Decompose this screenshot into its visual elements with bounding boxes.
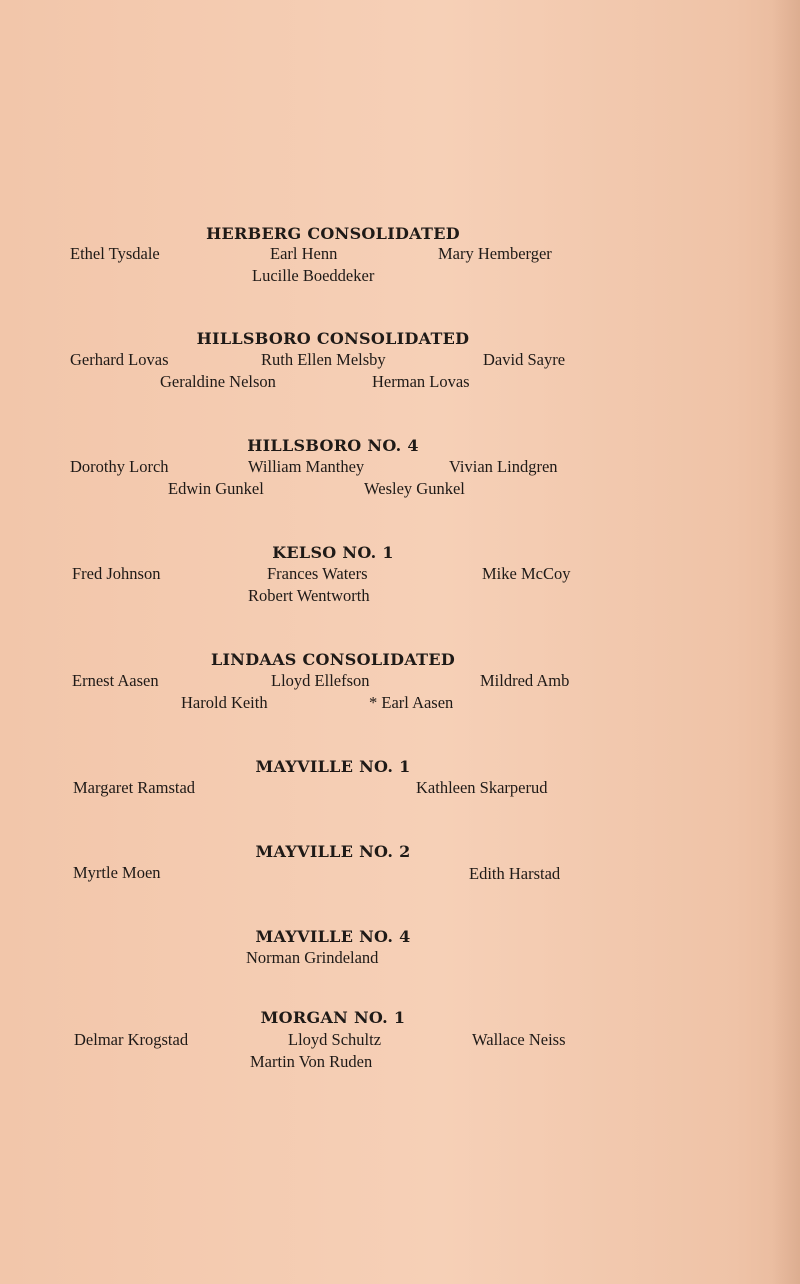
school-heading: MAYVILLE NO. 2 — [255, 842, 411, 861]
student-name: Mary Hemberger — [438, 244, 552, 263]
student-name: Edith Harstad — [469, 864, 561, 883]
student-name: Harold Keith — [181, 693, 268, 712]
student-name: Norman Grindeland — [246, 948, 379, 967]
student-name: Mike McCoy — [482, 564, 571, 583]
student-name: Edwin Gunkel — [168, 479, 264, 498]
student-name: David Sayre — [483, 350, 566, 369]
student-name: Vivian Lindgren — [449, 457, 558, 476]
student-name: Wallace Neiss — [472, 1030, 566, 1049]
student-name: Wesley Gunkel — [364, 479, 465, 498]
school-heading: MAYVILLE NO. 1 — [255, 757, 411, 776]
student-name: William Manthey — [248, 457, 365, 476]
student-name: Frances Waters — [267, 564, 368, 583]
student-name: Geraldine Nelson — [160, 372, 276, 391]
student-name: * Earl Aasen — [369, 693, 454, 712]
student-name: Fred Johnson — [72, 564, 161, 583]
school-heading: LINDAAS CONSOLIDATED — [210, 650, 456, 669]
student-name: Herman Lovas — [372, 372, 470, 391]
school-heading: HILLSBORO NO. 4 — [247, 436, 419, 455]
student-name: Lloyd Schultz — [288, 1030, 382, 1049]
student-name: Myrtle Moen — [73, 863, 161, 882]
student-name: Ernest Aasen — [72, 671, 159, 690]
page-fold-shadow — [772, 0, 800, 1284]
student-name: Lloyd Ellefson — [271, 671, 370, 690]
student-name: Martin Von Ruden — [250, 1052, 373, 1071]
student-name: Ethel Tysdale — [70, 244, 160, 263]
student-name: Delmar Krogstad — [74, 1030, 189, 1049]
school-heading: HILLSBORO CONSOLIDATED — [196, 329, 470, 348]
student-name: Kathleen Skarperud — [416, 778, 548, 797]
student-name: Lucille Boeddeker — [252, 266, 375, 285]
school-heading: MAYVILLE NO. 4 — [255, 927, 411, 946]
school-heading: MORGAN NO. 1 — [260, 1008, 406, 1027]
student-name: Ruth Ellen Melsby — [261, 350, 386, 369]
student-name: Mildred Amb — [480, 671, 570, 690]
student-name: Dorothy Lorch — [70, 457, 169, 476]
student-name: Robert Wentworth — [248, 586, 370, 605]
school-heading: KELSO NO. 1 — [272, 543, 394, 562]
student-name: Earl Henn — [270, 244, 338, 263]
student-name: Gerhard Lovas — [70, 350, 169, 369]
school-heading: HERBERG CONSOLIDATED — [206, 224, 460, 243]
student-name: Margaret Ramstad — [73, 778, 196, 797]
